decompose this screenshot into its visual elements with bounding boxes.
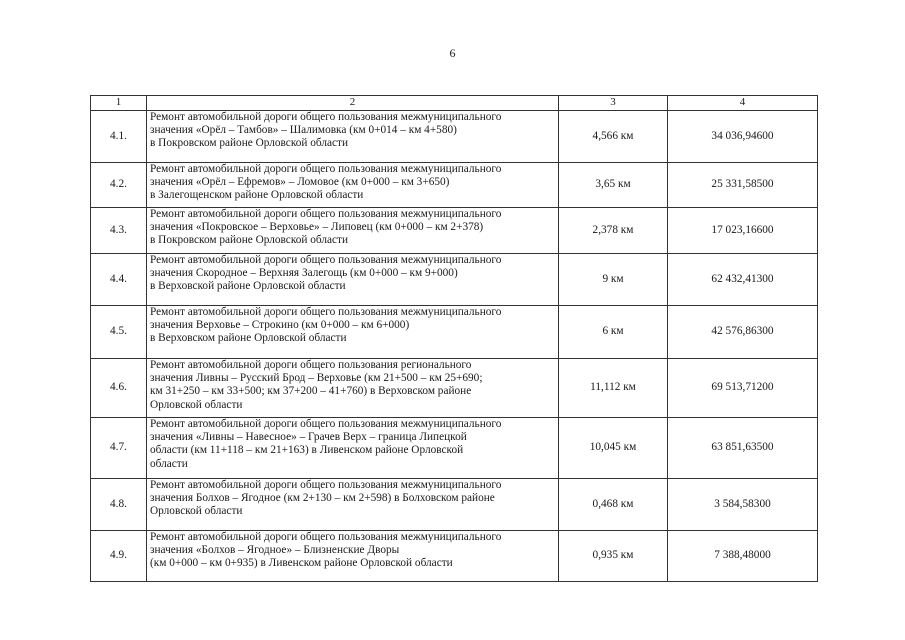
table-row <box>91 208 818 254</box>
row-length: 11,112 км <box>559 359 668 418</box>
row-length: 4,566 км <box>559 111 668 163</box>
row-cost: 62 432,41300 <box>668 254 818 306</box>
description-line: значения «Покровское – Верховье» – Липовец (км 0+000 – км 2+378) <box>150 221 484 234</box>
row-description <box>147 111 559 163</box>
description-line: км 31+250 – км 33+500; км 37+200 – 41+760) в Верховском районе <box>150 385 472 398</box>
description-line: Ремонт автомобильной дороги общего пользования межмуниципального <box>150 208 502 220</box>
row-number: 4.9. <box>91 531 147 582</box>
row-number: 4.8. <box>91 479 147 531</box>
row-length: 0,935 км <box>559 531 668 582</box>
description-line: значения «Ливны – Навесное» – Грачев Верх – граница Липецкой <box>150 431 467 444</box>
row-number: 4.7. <box>91 418 147 479</box>
description-line: Ремонт автомобильной дороги общего пользования межмуниципального <box>150 479 502 491</box>
row-description <box>147 208 559 254</box>
description-line: значения «Болхов – Ягодное» – Близненские Дворы <box>150 544 400 557</box>
row-description <box>147 163 559 208</box>
page-number: 6 <box>449 46 456 60</box>
row-description <box>147 306 559 359</box>
description-line: значения Ливны – Русский Брод – Верховье (км 21+500 – км 25+690; <box>150 372 483 385</box>
row-cost: 42 576,86300 <box>668 306 818 359</box>
row-length: 10,045 км <box>559 418 668 479</box>
row-cost: 63 851,63500 <box>668 418 818 479</box>
row-cost: 17 023,16600 <box>668 208 818 254</box>
description-line: области <box>150 457 188 470</box>
row-length: 2,378 км <box>559 208 668 254</box>
row-cost: 25 331,58500 <box>668 163 818 208</box>
row-number: 4.5. <box>91 306 147 359</box>
description-line: в Верховском районе Орловской области <box>150 332 347 345</box>
description-line: области (км 11+118 – км 21+163) в Ливенском районе Орловской <box>150 444 464 457</box>
row-cost: 34 036,94600 <box>668 111 818 163</box>
description-line: значения «Орёл – Ефремов» – Ломовое (км 0+000 – км 3+650) <box>150 176 450 189</box>
description-line: в Покровском районе Орловской области <box>150 234 349 247</box>
row-description <box>147 254 559 306</box>
description-line: Орловской области <box>150 505 243 518</box>
table-header-row <box>91 96 818 111</box>
column-header-2: 2 <box>147 96 559 111</box>
table-row <box>91 306 818 359</box>
column-header-4: 4 <box>668 96 818 111</box>
description-line: Ремонт автомобильной дороги общего пользования межмуниципального <box>150 531 502 543</box>
row-description <box>147 359 559 418</box>
row-length: 6 км <box>559 306 668 359</box>
table-row <box>91 111 818 163</box>
table-row <box>91 359 818 418</box>
row-length: 0,468 км <box>559 479 668 531</box>
row-cost: 7 388,48000 <box>668 531 818 582</box>
description-line: Ремонт автомобильной дороги общего пользования межмуниципального <box>150 163 502 175</box>
row-description <box>147 531 559 582</box>
description-line: (км 0+000 – км 0+935) в Ливенском районе Орловской области <box>150 557 453 570</box>
description-line: Ремонт автомобильной дороги общего пользования межмуниципального <box>150 306 502 318</box>
row-description <box>147 479 559 531</box>
description-line: Ремонт автомобильной дороги общего пользования межмуниципального <box>150 418 502 430</box>
row-length: 3,65 км <box>559 163 668 208</box>
description-line: в Верховской районе Орловской области <box>150 280 346 293</box>
row-cost: 69 513,71200 <box>668 359 818 418</box>
description-line: значения Скородное – Верхняя Залегощь (км 0+000 – км 9+000) <box>150 267 458 280</box>
description-line: в Залегощенском районе Орловской области <box>150 189 364 202</box>
table-row <box>91 479 818 531</box>
road-repair-table <box>90 95 818 582</box>
description-line: значения «Орёл – Тамбов» – Шалимовка (км 0+014 – км 4+580) <box>150 124 457 137</box>
row-number: 4.6. <box>91 359 147 418</box>
row-cost: 3 584,58300 <box>668 479 818 531</box>
table-row <box>91 531 818 582</box>
table-row <box>91 418 818 479</box>
row-length: 9 км <box>559 254 668 306</box>
description-line: Ремонт автомобильной дороги общего пользования регионального <box>150 359 472 371</box>
table-row <box>91 163 818 208</box>
description-line: Орловской области <box>150 398 243 411</box>
row-number: 4.2. <box>91 163 147 208</box>
description-line: Ремонт автомобильной дороги общего пользования межмуниципального <box>150 254 502 266</box>
row-number: 4.1. <box>91 111 147 163</box>
row-number: 4.3. <box>91 208 147 254</box>
table-row <box>91 254 818 306</box>
column-header-1: 1 <box>91 96 147 111</box>
row-description <box>147 418 559 479</box>
row-number: 4.4. <box>91 254 147 306</box>
description-line: значения Верховье – Строкино (км 0+000 – км 6+000) <box>150 319 410 332</box>
column-header-3: 3 <box>559 96 668 111</box>
description-line: Ремонт автомобильной дороги общего пользования межмуниципального <box>150 111 502 123</box>
description-line: в Покровском районе Орловской области <box>150 137 349 150</box>
description-line: значения Болхов – Ягодное (км 2+130 – км 2+598) в Болховском районе <box>150 492 495 505</box>
